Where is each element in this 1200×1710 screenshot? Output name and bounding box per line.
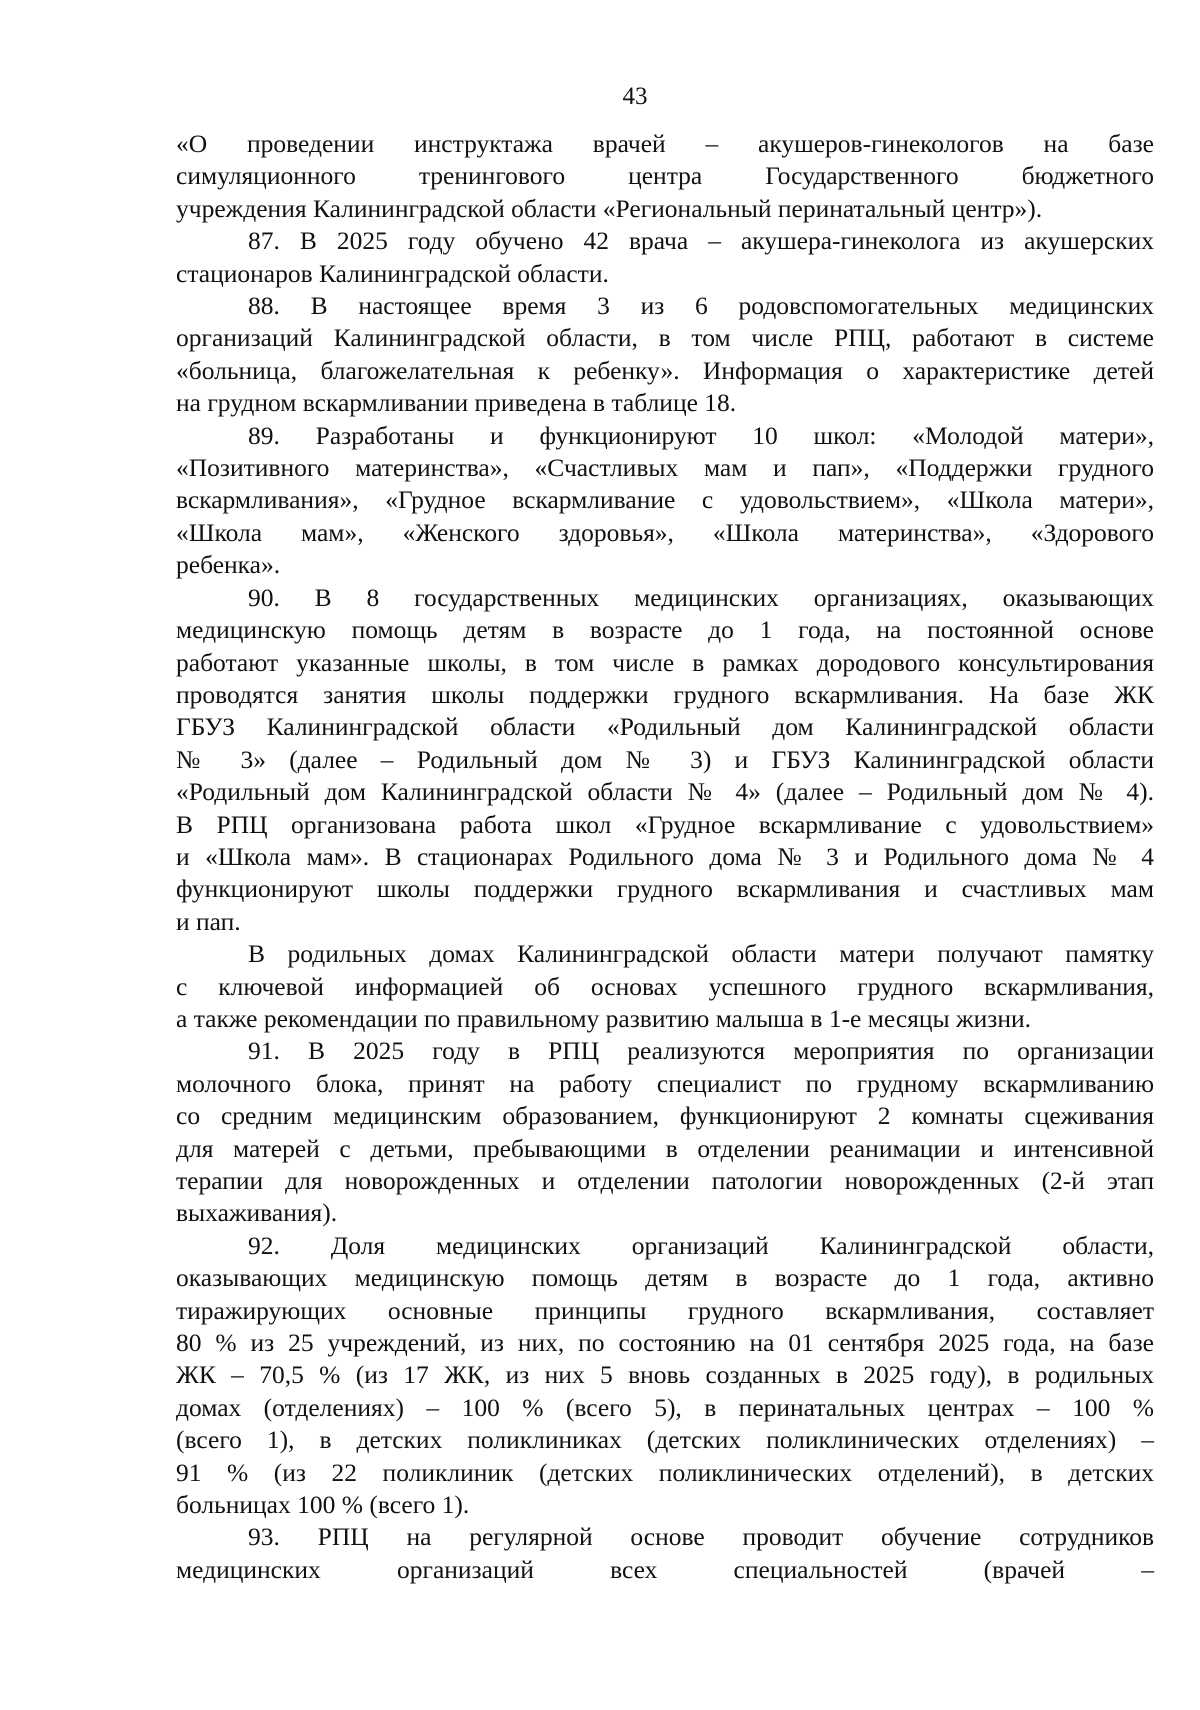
text-line: а также рекомендации по правильному развитию малыша в 1-е месяцы жизни. <box>176 1003 1032 1033</box>
paragraph-91 <box>176 1035 1154 1229</box>
text-line: 89. Разработаны и функционируют 10 школ: «Молодой матери», <box>248 420 1154 450</box>
paragraph-memo <box>176 938 1154 1035</box>
text-line: «Школа мам», «Женского здоровья», «Школа материнства», «Здорового <box>176 517 1154 547</box>
text-line: выхаживания). <box>176 1198 338 1228</box>
paragraph-87 <box>176 225 1154 290</box>
text-line: проводятся занятия школы поддержки грудного вскармливания. На базе ЖК <box>176 679 1154 709</box>
text-line: функционируют школы поддержки грудного вскармливания и счастливых мам <box>176 874 1154 904</box>
text-line: (всего 1), в детских поликлиниках (детских поликлинических отделениях) – <box>176 1425 1154 1455</box>
text-line: 90. В 8 государственных медицинских организациях, оказывающих <box>248 582 1154 612</box>
text-line: медицинских организаций всех специальностей (врачей – <box>176 1554 1154 1584</box>
text-line: молочного блока, принят на работу специалист по грудному вскармливанию <box>176 1068 1154 1098</box>
text-line: 91. В 2025 году в РПЦ реализуются мероприятия по организации <box>248 1036 1154 1066</box>
text-line: В РПЦ организована работа школ «Грудное вскармливание с удовольствием» <box>176 809 1154 839</box>
text-line: ребенка». <box>176 550 281 580</box>
text-line: 80 % из 25 учреждений, из них, по состоянию на 01 сентября 2025 года, на базе <box>176 1328 1154 1358</box>
text-line: «больница, благожелательная к ребенку». Информация о характеристике детей <box>176 355 1154 385</box>
text-line: тиражирующих основные принципы грудного вскармливания, составляет <box>176 1295 1154 1325</box>
text-line: 88. В настоящее время 3 из 6 родовспомогательных медицинских <box>248 291 1154 321</box>
text-line: «Позитивного материнства», «Счастливых мам и пап», «Поддержки грудного <box>176 453 1154 483</box>
text-line: оказывающих медицинскую помощь детям в возрасте до 1 года, активно <box>176 1263 1154 1293</box>
paragraph-90 <box>176 582 1154 938</box>
text-line: вскармливания», «Грудное вскармливание с удовольствием», «Школа матери», <box>176 485 1154 515</box>
text-line: № 3» (далее – Родильный дом № 3) и ГБУЗ Калининградской области <box>176 744 1154 774</box>
paragraph-93 <box>176 1521 1154 1586</box>
text-line: стационаров Калининградской области. <box>176 258 609 288</box>
text-line: 93. РПЦ на регулярной основе проводит обучение сотрудников <box>248 1522 1154 1552</box>
text-line: организаций Калининградской области, в том числе РПЦ, работают в системе <box>176 323 1154 353</box>
text-line: В родильных домах Калининградской области матери получают памятку <box>248 939 1154 969</box>
text-line: больницах 100 % (всего 1). <box>176 1490 470 1520</box>
text-line: и «Школа мам». В стационарах Родильного дома № 3 и Родильного дома № 4 <box>176 841 1154 871</box>
text-line: и пап. <box>176 906 241 936</box>
text-line: «Родильный дом Калининградской области № 4» (далее – Родильный дом № 4). <box>176 777 1154 807</box>
text-line: ЖК – 70,5 % (из 17 ЖК, из них 5 вновь созданных в 2025 году), в родильных <box>176 1360 1154 1390</box>
text-line: 91 % (из 22 поликлиник (детских поликлинических отделений), в детских <box>176 1457 1154 1487</box>
text-line: ГБУЗ Калининградской области «Родильный дом Калининградской области <box>176 712 1154 742</box>
document-body <box>176 128 1154 1586</box>
text-line: медицинскую помощь детям в возрасте до 1 года, на постоянной основе <box>176 615 1154 645</box>
text-line: 92. Доля медицинских организаций Калининградской области, <box>248 1230 1154 1260</box>
page-number: 43 <box>622 83 648 110</box>
text-line: со средним медицинским образованием, функционируют 2 комнаты сцеживания <box>176 1101 1154 1131</box>
text-line: симуляционного тренингового центра Государственного бюджетного <box>176 161 1154 191</box>
text-line: с ключевой информацией об основах успешного грудного вскармливания, <box>176 971 1154 1001</box>
paragraph-92 <box>176 1230 1154 1522</box>
paragraph-89 <box>176 420 1154 582</box>
text-line: работают указанные школы, в том числе в рамках дородового консультирования <box>176 647 1154 677</box>
text-line: 87. В 2025 году обучено 42 врача – акушера-гинеколога из акушерских <box>248 226 1154 256</box>
paragraph <box>176 128 1154 225</box>
text-line: учреждения Калининградской области «Региональный перинатальный центр»). <box>176 193 1043 223</box>
text-line: для матерей с детьми, пребывающими в отделении реанимации и интенсивной <box>176 1133 1154 1163</box>
text-line: домах (отделениях) – 100 % (всего 5), в перинатальных центрах – 100 % <box>176 1392 1154 1422</box>
text-line: «О проведении инструктажа врачей – акушеров-гинекологов на базе <box>176 129 1154 158</box>
text-line: на грудном вскармливании приведена в таблице 18. <box>176 388 737 418</box>
text-line: терапии для новорожденных и отделении патологии новорожденных (2-й этап <box>176 1166 1154 1195</box>
paragraph-88 <box>176 290 1154 420</box>
